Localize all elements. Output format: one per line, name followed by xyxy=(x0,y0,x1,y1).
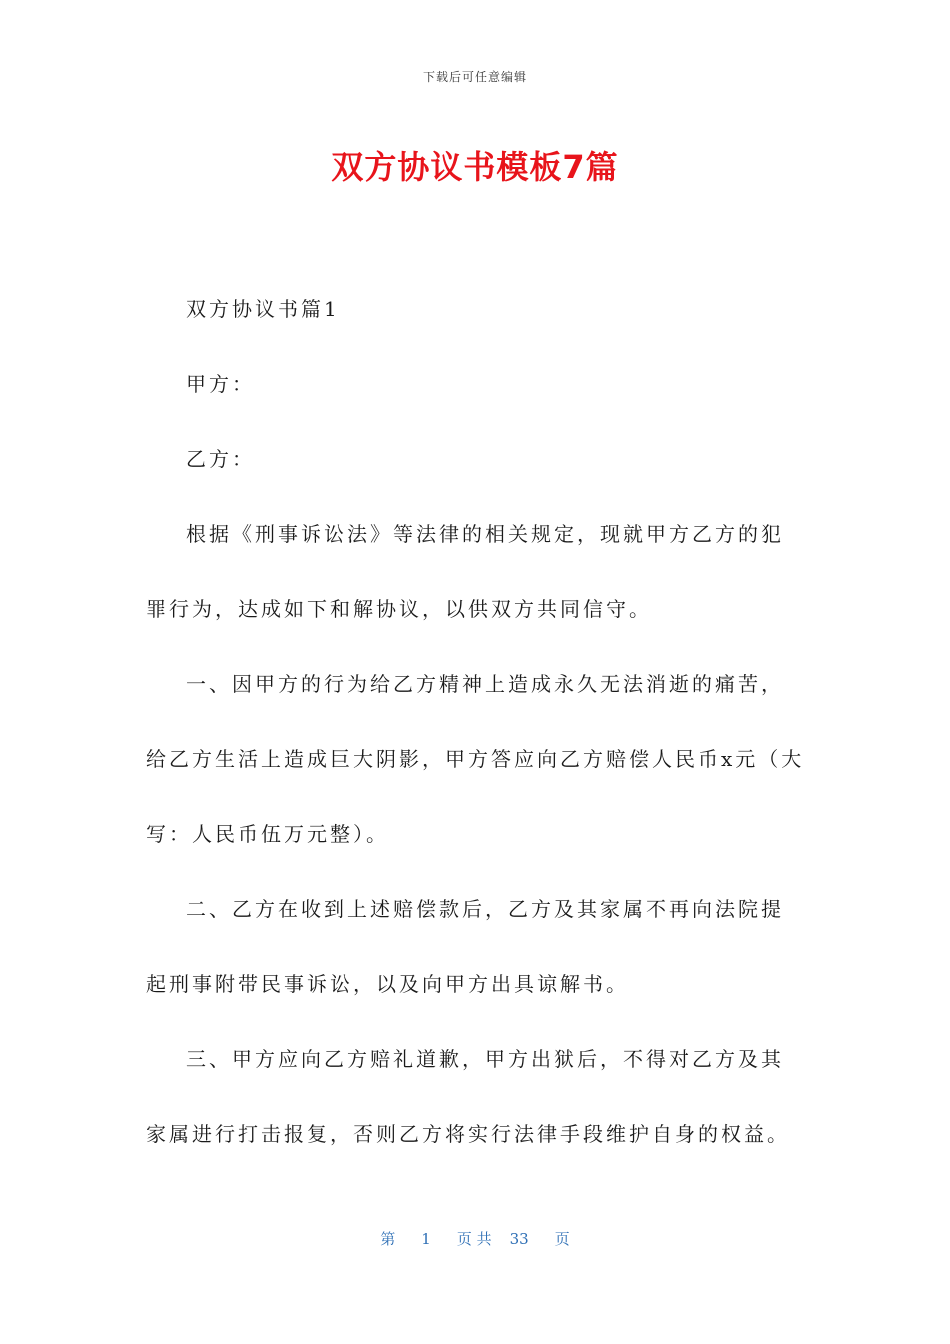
total-pages: 33 xyxy=(509,1230,529,1248)
section-heading: 双方协议书篇1 xyxy=(186,297,340,321)
page-footer xyxy=(0,1228,950,1249)
document-title: 双方协议书模板7篇 xyxy=(331,148,619,186)
header-note: 下载后可任意编辑 xyxy=(422,70,527,84)
page-mid: 页 共 xyxy=(456,1230,492,1248)
clause-3-paragraph: 三、甲方应向乙方赔礼道歉，甲方出狱后，不得对乙方及其家属进行打击报复，否则乙方将实行法律手段维护自身的权益。 xyxy=(146,1047,790,1146)
page-number: 1 xyxy=(421,1230,431,1248)
party-a-line: 甲方： xyxy=(186,372,255,396)
page-suffix: 页 xyxy=(554,1230,570,1248)
page-prefix: 第 xyxy=(380,1230,396,1248)
clause-1-paragraph: 一、因甲方的行为给乙方精神上造成永久无法消逝的痛苦，给乙方生活上造成巨大阴影，甲方答应向乙方赔偿人民币x元（大写：人民币伍万元整）。 xyxy=(146,672,805,846)
document-body xyxy=(146,272,806,1172)
party-b-line: 乙方： xyxy=(186,447,255,471)
clause-2-paragraph: 二、乙方在收到上述赔偿款后，乙方及其家属不再向法院提起刑事附带民事诉讼，以及向甲方出具谅解书。 xyxy=(146,897,784,996)
preamble-paragraph: 根据《刑事诉讼法》等法律的相关规定，现就甲方乙方的犯罪行为，达成如下和解协议，以供双方共同信守。 xyxy=(146,522,784,621)
